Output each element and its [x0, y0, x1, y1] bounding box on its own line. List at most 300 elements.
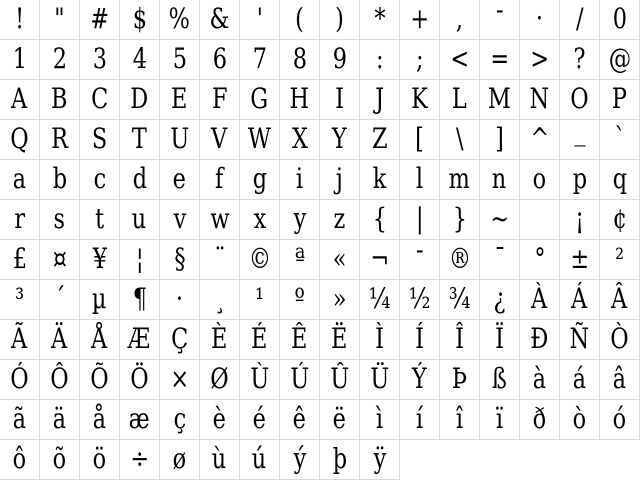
glyph: M — [488, 82, 511, 115]
glyph-cell[interactable] — [40, 360, 80, 400]
glyph: É — [251, 322, 268, 355]
glyph-cell[interactable] — [280, 320, 320, 360]
glyph: 0 — [612, 2, 627, 35]
glyph: ¤ — [52, 242, 67, 275]
glyph-cell[interactable] — [160, 0, 200, 40]
glyph-cell[interactable] — [200, 160, 240, 200]
glyph-cell[interactable] — [40, 40, 80, 80]
glyph: f — [215, 162, 224, 195]
glyph-cell[interactable] — [160, 440, 200, 480]
glyph-cell[interactable] — [600, 400, 640, 440]
glyph-cell[interactable] — [440, 40, 480, 80]
glyph-cell[interactable] — [200, 440, 240, 480]
glyph-cell[interactable] — [80, 80, 120, 120]
glyph: £ — [12, 242, 27, 275]
glyph: l — [415, 162, 424, 195]
glyph: ^ — [530, 122, 549, 155]
glyph-cell[interactable] — [120, 160, 160, 200]
glyph-cell[interactable] — [320, 280, 360, 320]
glyph-cell[interactable] — [320, 400, 360, 440]
glyph: Í — [415, 322, 424, 355]
glyph-cell[interactable] — [360, 400, 400, 440]
glyph-cell[interactable] — [40, 160, 80, 200]
glyph-cell[interactable] — [600, 200, 640, 240]
glyph: + — [410, 2, 429, 35]
glyph-row — [0, 200, 640, 240]
glyph-cell[interactable] — [200, 360, 240, 400]
glyph: ¢ — [612, 202, 627, 235]
glyph-cell[interactable] — [560, 240, 600, 280]
glyph-cell[interactable] — [560, 320, 600, 360]
glyph-cell[interactable] — [280, 160, 320, 200]
glyph: × — [170, 362, 189, 395]
glyph-cell[interactable] — [40, 240, 80, 280]
glyph-cell[interactable] — [600, 120, 640, 160]
glyph: 9 — [332, 42, 347, 75]
glyph-cell[interactable] — [40, 280, 80, 320]
glyph-cell[interactable] — [480, 160, 520, 200]
glyph-cell[interactable] — [240, 280, 280, 320]
glyph-cell[interactable] — [480, 120, 520, 160]
glyph-cell[interactable] — [440, 120, 480, 160]
glyph: Å — [91, 322, 108, 355]
glyph-cell[interactable] — [600, 320, 640, 360]
glyph-cell[interactable] — [160, 320, 200, 360]
blank-glyph-cell[interactable] — [520, 200, 560, 240]
glyph: ¸ — [213, 282, 226, 315]
glyph: ± — [570, 242, 589, 275]
glyph: ' — [256, 2, 263, 35]
glyph-cell[interactable] — [400, 320, 440, 360]
glyph-cell[interactable] — [520, 120, 560, 160]
glyph-cell[interactable] — [120, 400, 160, 440]
glyph: ¬ — [370, 242, 389, 275]
glyph: ä — [52, 402, 67, 435]
glyph-cell[interactable] — [360, 40, 400, 80]
glyph: ë — [332, 402, 347, 435]
glyph-row — [0, 0, 640, 40]
glyph: ¿ — [493, 282, 506, 315]
glyph-cell[interactable] — [520, 80, 560, 120]
glyph-cell[interactable] — [80, 120, 120, 160]
glyph-cell[interactable] — [400, 233, 440, 280]
glyph-cell[interactable] — [400, 40, 440, 80]
glyph-cell[interactable] — [480, 400, 520, 440]
glyph-cell[interactable] — [0, 440, 40, 480]
glyph: Õ — [90, 362, 109, 395]
glyph: Ä — [51, 322, 68, 355]
glyph: Ü — [370, 362, 389, 395]
glyph-cell[interactable] — [320, 240, 360, 280]
glyph-cell[interactable] — [360, 200, 400, 240]
glyph: Á — [571, 282, 588, 315]
glyph: L — [452, 82, 467, 115]
glyph-cell[interactable] — [560, 160, 600, 200]
glyph-cell[interactable] — [440, 400, 480, 440]
glyph-cell[interactable] — [80, 320, 120, 360]
glyph: Ò — [610, 322, 629, 355]
glyph: Ë — [331, 322, 348, 355]
glyph-cell[interactable] — [80, 280, 120, 320]
empty-cell — [480, 440, 520, 480]
glyph-cell[interactable] — [360, 160, 400, 200]
glyph: Ø — [210, 362, 229, 395]
glyph: æ — [128, 402, 151, 435]
glyph-cell[interactable] — [520, 160, 560, 200]
glyph-cell[interactable] — [240, 120, 280, 160]
glyph: þ — [332, 442, 347, 475]
glyph-cell[interactable] — [440, 280, 480, 320]
glyph-cell[interactable] — [400, 160, 440, 200]
glyph-cell[interactable] — [0, 200, 40, 240]
glyph-cell[interactable] — [400, 120, 440, 160]
glyph-cell[interactable] — [40, 120, 80, 160]
glyph: ! — [14, 2, 24, 35]
glyph-cell[interactable] — [520, 400, 560, 440]
glyph: t — [94, 202, 104, 235]
glyph-cell[interactable] — [360, 120, 400, 160]
glyph: Â — [611, 282, 628, 315]
glyph-cell[interactable] — [320, 80, 360, 120]
glyph: ú — [252, 442, 267, 475]
glyph-cell[interactable] — [0, 160, 40, 200]
glyph-cell[interactable] — [240, 0, 280, 40]
glyph-cell[interactable] — [200, 240, 240, 280]
glyph-cell[interactable] — [160, 80, 200, 120]
glyph: » — [332, 282, 347, 315]
glyph: Û — [330, 362, 349, 395]
glyph: 7 — [252, 42, 267, 75]
glyph-cell[interactable] — [0, 400, 40, 440]
glyph: $ — [132, 2, 147, 35]
glyph-cell[interactable] — [400, 360, 440, 400]
glyph-cell[interactable] — [440, 320, 480, 360]
glyph-cell[interactable] — [320, 120, 360, 160]
glyph-cell[interactable] — [320, 200, 360, 240]
glyph-cell[interactable] — [160, 240, 200, 280]
glyph: r — [14, 202, 25, 235]
glyph-cell[interactable] — [40, 400, 80, 440]
glyph-cell[interactable] — [80, 440, 120, 480]
glyph: ¾ — [448, 282, 471, 315]
glyph-row — [0, 400, 640, 440]
glyph-cell[interactable] — [80, 160, 120, 200]
glyph-cell[interactable] — [560, 200, 600, 240]
glyph-cell[interactable] — [200, 280, 240, 320]
glyph: Ê — [291, 322, 308, 355]
glyph-cell[interactable] — [280, 0, 320, 40]
glyph-cell[interactable] — [600, 0, 640, 40]
glyph: ³ — [14, 282, 24, 315]
glyph-cell[interactable] — [280, 280, 320, 320]
glyph-cell[interactable] — [560, 360, 600, 400]
glyph-cell[interactable] — [560, 40, 600, 80]
glyph-row — [0, 80, 640, 120]
glyph-cell[interactable] — [0, 0, 40, 40]
glyph: K — [411, 82, 428, 115]
glyph-cell[interactable] — [320, 160, 360, 200]
glyph: B — [51, 82, 68, 115]
glyph-cell[interactable] — [120, 240, 160, 280]
glyph-cell[interactable] — [360, 0, 400, 40]
glyph-cell[interactable] — [0, 40, 40, 80]
glyph: J — [374, 82, 384, 115]
glyph: Ö — [130, 362, 149, 395]
glyph: Ñ — [569, 322, 590, 355]
glyph: ª — [294, 242, 305, 275]
glyph: Y — [332, 122, 347, 155]
glyph-cell[interactable] — [480, 280, 520, 320]
glyph-row — [0, 440, 640, 480]
glyph: w — [209, 202, 230, 235]
glyph-cell[interactable] — [40, 80, 80, 120]
glyph-cell[interactable] — [240, 320, 280, 360]
glyph-cell[interactable] — [240, 360, 280, 400]
glyph-cell[interactable] — [520, 320, 560, 360]
glyph-cell[interactable] — [600, 40, 640, 80]
glyph-cell[interactable] — [400, 0, 440, 40]
glyph: ß — [492, 362, 507, 395]
glyph-cell[interactable] — [160, 280, 200, 320]
glyph-cell[interactable] — [440, 360, 480, 400]
glyph: P — [611, 82, 628, 115]
glyph-cell[interactable] — [600, 80, 640, 120]
glyph: | — [415, 202, 424, 235]
glyph: ¦ — [135, 242, 144, 275]
glyph: - — [495, 0, 504, 26]
glyph-cell[interactable] — [0, 320, 40, 360]
glyph-cell[interactable] — [0, 120, 40, 160]
glyph-cell[interactable] — [360, 280, 400, 320]
empty-cell — [440, 440, 480, 480]
glyph-cell[interactable] — [600, 360, 640, 400]
glyph-cell[interactable] — [560, 114, 600, 160]
glyph: Q — [10, 122, 29, 155]
glyph: Ù — [250, 362, 269, 395]
glyph-cell[interactable] — [280, 200, 320, 240]
glyph-cell[interactable] — [200, 80, 240, 120]
glyph: ý — [293, 442, 306, 475]
glyph-cell[interactable] — [440, 80, 480, 120]
glyph-cell[interactable] — [560, 280, 600, 320]
glyph-cell[interactable] — [200, 400, 240, 440]
glyph-cell[interactable] — [520, 40, 560, 80]
glyph: p — [572, 162, 587, 195]
glyph: © — [248, 242, 271, 275]
glyph-cell[interactable] — [120, 360, 160, 400]
glyph-cell[interactable] — [120, 120, 160, 160]
glyph-cell[interactable] — [280, 80, 320, 120]
glyph-cell[interactable] — [600, 160, 640, 200]
glyph-cell[interactable] — [80, 0, 120, 40]
glyph: n — [492, 162, 507, 195]
glyph-cell[interactable] — [160, 160, 200, 200]
glyph-cell[interactable] — [120, 320, 160, 360]
glyph-cell[interactable] — [480, 80, 520, 120]
glyph-cell[interactable] — [480, 0, 520, 40]
glyph: á — [572, 362, 587, 395]
glyph-cell[interactable] — [80, 240, 120, 280]
glyph: ` — [613, 122, 626, 155]
glyph-cell[interactable] — [320, 40, 360, 80]
empty-cell — [560, 440, 600, 480]
glyph-cell[interactable] — [240, 200, 280, 240]
glyph-row — [0, 320, 640, 360]
glyph-cell[interactable] — [560, 400, 600, 440]
glyph-cell[interactable] — [240, 400, 280, 440]
glyph: 4 — [132, 42, 147, 75]
glyph-cell[interactable] — [360, 360, 400, 400]
glyph-cell[interactable] — [440, 160, 480, 200]
glyph-cell[interactable] — [120, 280, 160, 320]
glyph-cell[interactable] — [320, 440, 360, 480]
glyph: z — [333, 202, 346, 235]
glyph: e — [172, 162, 187, 195]
glyph-cell[interactable] — [240, 80, 280, 120]
glyph-cell[interactable] — [360, 440, 400, 480]
glyph: q — [612, 162, 627, 195]
glyph: " — [54, 2, 65, 35]
glyph: { — [372, 202, 387, 235]
glyph-cell[interactable] — [440, 200, 480, 240]
glyph: õ — [52, 442, 67, 475]
glyph: Æ — [128, 322, 151, 355]
glyph-cell[interactable] — [160, 120, 200, 160]
glyph: = — [490, 42, 509, 75]
glyph-cell[interactable] — [480, 320, 520, 360]
glyph-cell[interactable] — [440, 0, 480, 40]
glyph-row — [0, 160, 640, 200]
glyph-cell[interactable] — [120, 440, 160, 480]
glyph: ¼ — [368, 282, 391, 315]
glyph: . — [535, 0, 544, 26]
glyph: R — [51, 122, 68, 155]
glyph-cell[interactable] — [520, 0, 560, 40]
glyph: _ — [573, 114, 586, 147]
glyph-cell[interactable] — [120, 0, 160, 40]
glyph-cell[interactable] — [80, 400, 120, 440]
glyph-cell[interactable] — [160, 360, 200, 400]
glyph-cell[interactable] — [480, 360, 520, 400]
glyph-cell[interactable] — [0, 280, 40, 320]
glyph-cell[interactable] — [600, 240, 640, 280]
glyph-cell[interactable] — [360, 240, 400, 280]
glyph-cell[interactable] — [40, 0, 80, 40]
glyph-cell[interactable] — [280, 400, 320, 440]
glyph-cell[interactable] — [160, 40, 200, 80]
glyph: ¶ — [132, 282, 147, 315]
glyph: N — [529, 82, 550, 115]
glyph: ) — [335, 2, 344, 35]
glyph: ð — [532, 402, 547, 435]
glyph-cell[interactable] — [360, 320, 400, 360]
glyph: ´ — [53, 282, 66, 315]
glyph: W — [247, 122, 272, 155]
empty-cell — [520, 440, 560, 480]
glyph-cell[interactable] — [120, 40, 160, 80]
glyph-cell[interactable] — [240, 440, 280, 480]
glyph-cell[interactable] — [0, 80, 40, 120]
glyph-cell[interactable] — [560, 0, 600, 40]
glyph-cell[interactable] — [400, 400, 440, 440]
glyph-cell[interactable] — [120, 200, 160, 240]
glyph: 1 — [12, 42, 27, 75]
glyph-cell[interactable] — [320, 360, 360, 400]
glyph-cell[interactable] — [480, 40, 520, 80]
glyph-cell[interactable] — [520, 360, 560, 400]
glyph-cell[interactable] — [600, 280, 640, 320]
glyph: \ — [455, 122, 464, 155]
glyph-cell[interactable] — [160, 200, 200, 240]
glyph: Ç — [170, 322, 189, 355]
glyph-cell[interactable] — [400, 80, 440, 120]
glyph-cell[interactable] — [360, 80, 400, 120]
glyph-cell[interactable] — [200, 40, 240, 80]
glyph: # — [90, 2, 109, 35]
glyph-cell[interactable] — [520, 240, 560, 280]
glyph: ; — [415, 42, 424, 75]
glyph: G — [250, 82, 269, 115]
glyph-cell[interactable] — [200, 0, 240, 40]
glyph: ¯ — [493, 242, 506, 275]
glyph-cell[interactable] — [240, 40, 280, 80]
glyph-cell[interactable] — [0, 240, 40, 280]
glyph-cell[interactable] — [200, 320, 240, 360]
glyph-cell[interactable] — [40, 320, 80, 360]
glyph-cell[interactable] — [80, 40, 120, 80]
glyph-cell[interactable] — [280, 120, 320, 160]
glyph-cell[interactable] — [240, 240, 280, 280]
glyph-cell[interactable] — [520, 280, 560, 320]
glyph-cell[interactable] — [280, 240, 320, 280]
glyph-cell[interactable] — [320, 320, 360, 360]
glyph-cell[interactable] — [80, 360, 120, 400]
glyph-cell[interactable] — [240, 160, 280, 200]
glyph-cell[interactable] — [280, 440, 320, 480]
glyph: < — [450, 42, 469, 75]
glyph-cell[interactable] — [480, 200, 520, 240]
glyph: ø — [172, 442, 187, 475]
glyph-cell[interactable] — [40, 200, 80, 240]
glyph-cell[interactable] — [200, 120, 240, 160]
glyph: ¥ — [92, 242, 107, 275]
glyph: E — [171, 82, 188, 115]
glyph-cell[interactable] — [80, 200, 120, 240]
glyph: : — [375, 42, 384, 75]
glyph: ÷ — [130, 442, 149, 475]
glyph: @ — [608, 42, 631, 75]
glyph-cell[interactable] — [120, 80, 160, 120]
empty-cell — [600, 440, 640, 480]
glyph-cell[interactable] — [280, 40, 320, 80]
glyph: x — [253, 202, 266, 235]
glyph: > — [530, 42, 549, 75]
glyph-cell[interactable] — [0, 360, 40, 400]
glyph-cell[interactable] — [200, 200, 240, 240]
glyph-cell[interactable] — [40, 440, 80, 480]
glyph: È — [211, 322, 228, 355]
glyph-cell[interactable] — [320, 0, 360, 40]
glyph: j — [336, 162, 343, 195]
glyph: ° — [533, 242, 546, 275]
glyph: ~ — [490, 202, 509, 235]
glyph: ç — [173, 402, 186, 435]
glyph-cell[interactable] — [480, 240, 520, 280]
glyph-cell[interactable] — [160, 400, 200, 440]
glyph-cell[interactable] — [400, 280, 440, 320]
glyph-cell[interactable] — [280, 360, 320, 400]
glyph-cell[interactable] — [440, 240, 480, 280]
